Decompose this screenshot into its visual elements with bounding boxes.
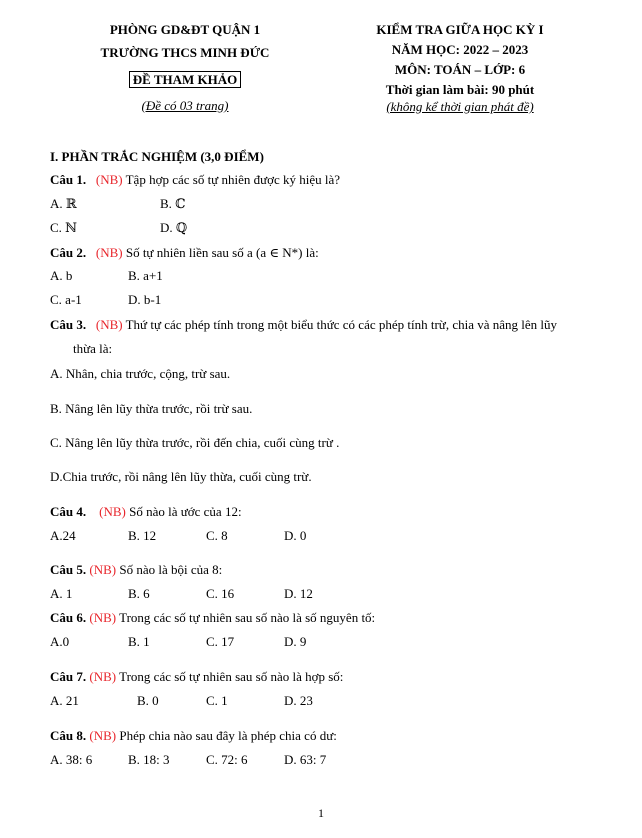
option-d: D. 0: [284, 528, 307, 543]
question-2: [50, 245, 319, 261]
option-b: B. Nâng lên lũy thừa trước, rồi trừ sau.: [50, 401, 253, 416]
question-level: (NB): [99, 504, 126, 519]
section-title: I. PHẦN TRẮC NGHIỆM (3,0 ĐIỂM): [50, 149, 264, 164]
department-name: PHÒNG GD&ĐT QUẬN 1: [109, 22, 261, 37]
question-level: (NB): [95, 245, 123, 260]
question-text: Số tự nhiên liền sau số a (a ∈ N*) là:: [125, 245, 319, 260]
duration: Thời gian làm bài: 90 phút: [385, 82, 535, 97]
question-text: Trong các số tự nhiên sau số nào là số nguyên tố:: [119, 610, 376, 625]
option-b: B. 1: [128, 634, 150, 649]
option-c: C. 17: [206, 634, 235, 649]
option-b: B. 18: 3: [128, 752, 170, 767]
option-a: A. 1: [50, 586, 73, 601]
question-level: (NB): [89, 669, 117, 684]
question-text: Tập hợp các số tự nhiên được ký hiệu là?: [125, 172, 341, 187]
question-level: (NB): [95, 317, 123, 332]
question-text: Số nào là ước của 12:: [129, 504, 242, 519]
option-b: B. 12: [128, 528, 157, 543]
option-d: D. 63: 7: [284, 752, 327, 767]
option-b: B. 6: [128, 586, 150, 601]
option-b: B. 0: [137, 693, 159, 708]
question-4: [50, 504, 242, 520]
option-a: A. b: [50, 268, 73, 283]
question-7: [50, 669, 343, 685]
option-a: A. Nhân, chia trước, cộng, trừ sau.: [50, 366, 231, 381]
question-3: [50, 317, 557, 333]
option-d: D. 9: [284, 634, 307, 649]
subject-grade: MÔN: TOÁN – LỚP: 6: [394, 62, 526, 77]
question-label: Câu 8.: [50, 728, 87, 743]
question-level: (NB): [89, 610, 117, 625]
exam-title: KIỂM TRA GIỮA HỌC KỲ I: [376, 22, 544, 37]
option-c: C. 72: 6: [206, 752, 248, 767]
option-a: A.0: [50, 634, 70, 649]
option-c: C. a-1: [50, 292, 82, 307]
question-6: [50, 610, 375, 626]
question-level: (NB): [89, 562, 117, 577]
question-8: [50, 728, 337, 744]
option-c: C. Nâng lên lũy thừa trước, rồi đến chia, cuối cùng trừ .: [50, 435, 340, 450]
option-c: C. 8: [206, 528, 228, 543]
page-number: 1: [318, 806, 324, 820]
option-d: D.Chia trước, rồi nâng lên lũy thừa, cuối cùng trừ.: [50, 469, 312, 484]
option-d: D. b-1: [128, 292, 162, 307]
question-5: [50, 562, 222, 578]
option-d: D. 12: [284, 586, 313, 601]
question-level: (NB): [95, 172, 123, 187]
question-label: Câu 3.: [50, 317, 87, 332]
school-year: NĂM HỌC: 2022 – 2023: [391, 42, 529, 57]
question-label: Câu 6.: [50, 610, 87, 625]
option-c: C. 16: [206, 586, 235, 601]
question-label: Câu 1.: [50, 172, 87, 187]
option-d: D. 23: [284, 693, 313, 708]
question-text: Phép chia nào sau đây là phép chia có dư:: [119, 728, 337, 743]
option-a: A. ℝ: [50, 196, 77, 211]
question-label: Câu 7.: [50, 669, 87, 684]
page-count-note: (Đề có 03 trang): [141, 98, 229, 113]
duration-note: (không kể thời gian phát đề): [386, 99, 534, 114]
question-label: Câu 2.: [50, 245, 87, 260]
question-text: Trong các số tự nhiên sau số nào là hợp số:: [119, 669, 344, 684]
option-b: B. ℂ: [160, 196, 186, 211]
option-c: C. 1: [206, 693, 228, 708]
option-c: C. ℕ: [50, 220, 78, 235]
option-d: D. ℚ: [160, 220, 188, 235]
question-text: Số nào là bội của 8:: [119, 562, 223, 577]
question-label: Câu 5.: [50, 562, 87, 577]
option-a: A. 21: [50, 693, 79, 708]
exam-type-wrapper: [95, 72, 275, 88]
question-level: (NB): [89, 728, 117, 743]
option-a: A.24: [50, 528, 76, 543]
question-text: Thứ tự các phép tính trong một biểu thức có các phép tính trừ, chia và nâng lên lũy: [125, 317, 558, 332]
question-text-continued: thừa là:: [73, 341, 113, 356]
question-label: Câu 4.: [50, 504, 87, 519]
option-a: A. 38: 6: [50, 752, 93, 767]
option-b: B. a+1: [128, 268, 163, 283]
exam-type: ĐỀ THAM KHẢO: [129, 71, 242, 88]
school-name: TRƯỜNG THCS MINH ĐỨC: [100, 45, 270, 60]
question-1: [50, 172, 340, 188]
